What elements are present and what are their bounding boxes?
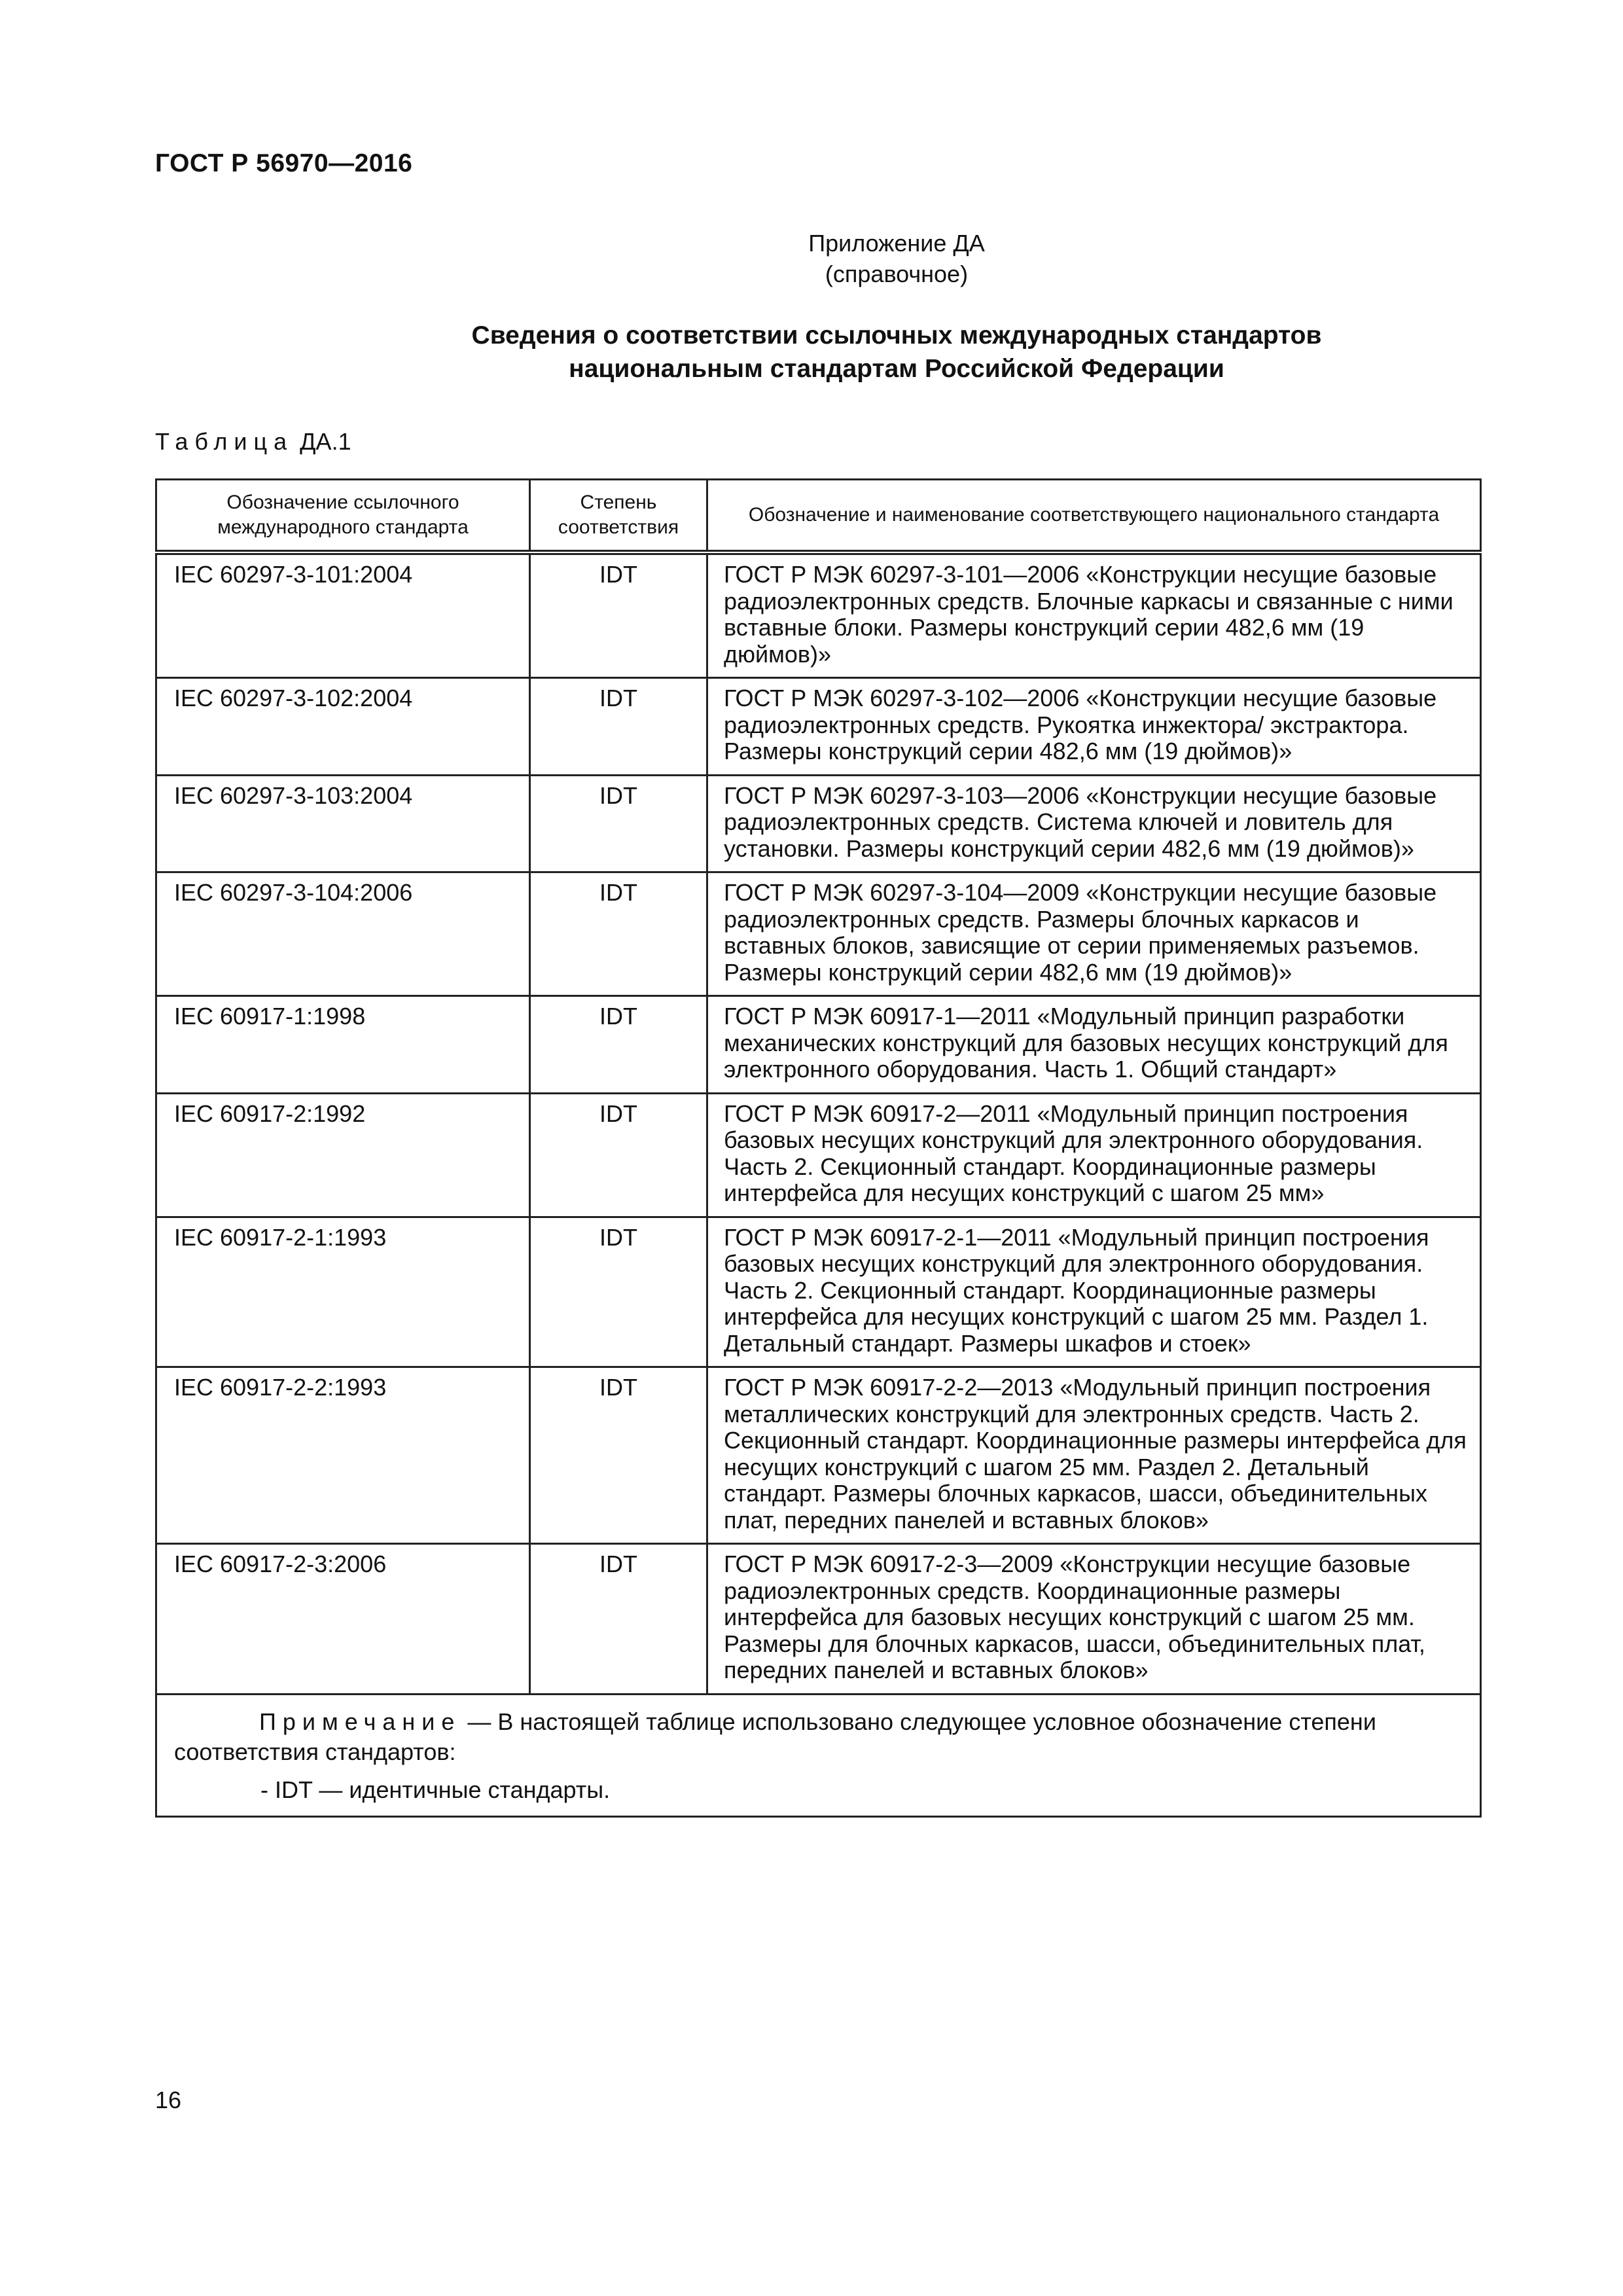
table-row (156, 996, 1481, 1094)
appendix-title-line: Сведения о соответствии ссылочных международных стандартов (471, 321, 1322, 350)
table-note-row (156, 1694, 1481, 1816)
cell-degree: IDT (530, 1093, 707, 1217)
page-number: 16 (155, 2087, 182, 2113)
cell-degree: IDT (530, 996, 707, 1094)
cell-international-code: IEC 60917-1:1998 (156, 996, 530, 1094)
cell-national-standard: ГОСТ Р МЭК 60917-2-1—2011 «Модульный принцип построения базовых несущих конструкций для электронного оборудования. Часть 2. Секционный стандарт. Координационные размеры интерфейса для несущих конструкций с шагом 25 мм. Раздел 1. Детальный стандарт. Размеры шкафов и стоек» (707, 1217, 1481, 1367)
table-row (156, 678, 1481, 776)
table-row (156, 1367, 1481, 1544)
cell-international-code: IEC 60297-3-102:2004 (156, 678, 530, 776)
table-row (156, 872, 1481, 996)
table-caption-number: ДА.1 (300, 428, 351, 455)
standards-table (155, 478, 1482, 1818)
cell-international-code: IEC 60297-3-101:2004 (156, 552, 530, 678)
table-row (156, 775, 1481, 872)
note-text: — В настоящей таблице использовано следующее условное обозначение степени соответствия стандартов: (174, 1708, 1376, 1765)
appendix-kind: (справочное) (825, 260, 969, 287)
table-caption-word: Таблица (155, 428, 294, 455)
cell-degree: IDT (530, 1367, 707, 1544)
table-row (156, 552, 1481, 678)
table-header-row (156, 480, 1481, 553)
cell-degree: IDT (530, 678, 707, 776)
note-paragraph (174, 1707, 1463, 1767)
cell-international-code: IEC 60297-3-103:2004 (156, 775, 530, 872)
cell-national-standard: ГОСТ Р МЭК 60297-3-102—2006 «Конструкции несущие базовые радиоэлектронных средств. Рукоятка инжектора/ экстрактора. Размеры конструкций серии 482,6 мм (19 дюймов)» (707, 678, 1481, 776)
cell-international-code: IEC 60917-2-3:2006 (156, 1544, 530, 1695)
column-header-international: Обозначение ссылочного международного стандарта (156, 480, 530, 553)
appendix-title-line: национальным стандартам Российской Федерации (569, 355, 1224, 383)
note-list-item: - IDT — идентичные стандарты. (260, 1776, 611, 1803)
cell-national-standard: ГОСТ Р МЭК 60297-3-104—2009 «Конструкции несущие базовые радиоэлектронных средств. Размеры блочных каркасов и вставных блоков, зависящие от серии применяемых разъемов. Размеры конструкций серии 482,6 мм (19 дюймов)» (707, 872, 1481, 996)
cell-degree: IDT (530, 1544, 707, 1695)
document-code: ГОСТ Р 56970—2016 (155, 149, 413, 177)
cell-international-code: IEC 60917-2-1:1993 (156, 1217, 530, 1367)
cell-national-standard: ГОСТ Р МЭК 60297-3-103—2006 «Конструкции несущие базовые радиоэлектронных средств. Система ключей и ловитель для установки. Размеры конструкций серии 482,6 мм (19 дюймов)» (707, 775, 1481, 872)
table-row (156, 1093, 1481, 1217)
cell-degree: IDT (530, 775, 707, 872)
table-row (156, 1544, 1481, 1695)
table-note (156, 1694, 1481, 1816)
table-caption (155, 428, 351, 456)
column-header-degree: Степень соответствия (530, 480, 707, 553)
cell-national-standard: ГОСТ Р МЭК 60917-2-2—2013 «Модульный принцип построения металлических конструкций для электронных средств. Часть 2. Секционный стандарт. Координационные размеры интерфейса для несущих конструкций с шагом 25 мм. Раздел 2. Детальный стандарт. Размеры блочных каркасов, шасси, объединительных плат, передних панелей и вставных блоков» (707, 1367, 1481, 1544)
appendix-title (0, 319, 1623, 386)
cell-international-code: IEC 60917-2:1992 (156, 1093, 530, 1217)
cell-national-standard: ГОСТ Р МЭК 60917-2—2011 «Модульный принцип построения базовых несущих конструкций для электронного оборудования. Часть 2. Секционный стандарт. Координационные размеры интерфейса для несущих конструкций с шагом 25 мм» (707, 1093, 1481, 1217)
cell-national-standard: ГОСТ Р МЭК 60297-3-101—2006 «Конструкции несущие базовые радиоэлектронных средств. Блочные каркасы и связанные с ними вставные блоки. Размеры конструкций серии 482,6 мм (19 дюймов)» (707, 552, 1481, 678)
cell-national-standard: ГОСТ Р МЭК 60917-1—2011 «Модульный принцип разработки механических конструкций для базовых несущих конструкций для электронного оборудования. Часть 1. Общий стандарт» (707, 996, 1481, 1094)
cell-national-standard: ГОСТ Р МЭК 60917-2-3—2009 «Конструкции несущие базовые радиоэлектронных средств. Координационные размеры интерфейса для базовых несущих конструкций с шагом 25 мм. Размеры для блочных каркасов, шасси, объединительных плат, передних панелей и вставных блоков» (707, 1544, 1481, 1695)
cell-international-code: IEC 60917-2-2:1993 (156, 1367, 530, 1544)
cell-degree: IDT (530, 552, 707, 678)
appendix-label: Приложение ДА (808, 230, 985, 257)
cell-degree: IDT (530, 872, 707, 996)
cell-degree: IDT (530, 1217, 707, 1367)
column-header-national: Обозначение и наименование соответствующего национального стандарта (707, 480, 1481, 553)
table-row (156, 1217, 1481, 1367)
appendix-heading (0, 228, 1623, 289)
cell-international-code: IEC 60297-3-104:2006 (156, 872, 530, 996)
note-heading: Примечание (259, 1708, 461, 1735)
